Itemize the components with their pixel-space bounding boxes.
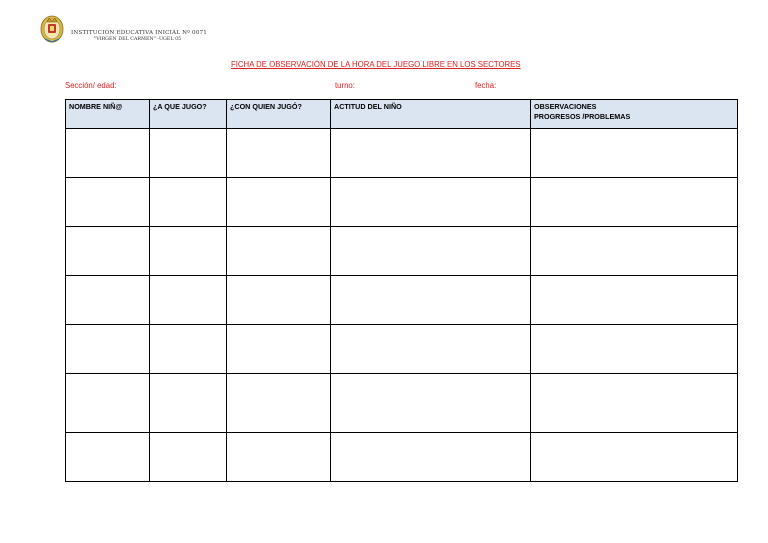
table-cell [331,374,531,433]
table-row [66,374,738,433]
col-header-observaciones-line1: OBSERVACIONES [534,102,597,111]
table-cell [227,178,331,227]
table-row [66,433,738,482]
table-row [66,129,738,178]
table-body [66,129,738,482]
table-cell [227,433,331,482]
table-cell [331,227,531,276]
table-cell [227,276,331,325]
table-cell [150,129,227,178]
table-row [66,325,738,374]
table-cell [331,276,531,325]
col-header-con-quien-jugo: ¿CON QUIEN JUGÓ? [227,100,331,129]
col-header-a-que-jugo: ¿A QUE JUGO? [150,100,227,129]
col-header-nombre: NOMBRE NIÑ@ [66,100,150,129]
table-cell [227,374,331,433]
table-cell [66,374,150,433]
institution-name-line2: "VIRGEN DEL CARMEN" -UGEL 05 [94,37,182,42]
school-crest-icon [40,13,64,43]
observation-table [65,99,738,482]
table-cell [331,325,531,374]
table-cell [531,178,738,227]
table-row [66,227,738,276]
table-cell [150,433,227,482]
table-cell [66,325,150,374]
table-cell [331,178,531,227]
table-row [66,178,738,227]
page-title: FICHA DE OBSERVACIÓN DE LA HORA DEL JUEGO LIBRE EN LOS SECTORES [231,60,521,69]
table-cell [331,129,531,178]
table-header-row [66,100,738,129]
table-cell [227,129,331,178]
col-header-actitud: ACTITUD DEL NIÑO [331,100,531,129]
table-cell [531,227,738,276]
table-cell [66,227,150,276]
seccion-edad-label: Sección/ edad: [65,81,117,90]
fecha-label: fecha: [475,81,497,90]
col-header-observaciones [531,100,738,129]
table-cell [150,325,227,374]
turno-label: turno: [335,81,355,90]
table-cell [331,433,531,482]
institution-name [71,30,207,42]
table-cell [66,433,150,482]
table-cell [66,129,150,178]
table-cell [531,129,738,178]
table-cell [66,178,150,227]
table-cell [150,374,227,433]
table-cell [531,433,738,482]
table-cell [531,276,738,325]
table-cell [150,227,227,276]
table-cell [531,325,738,374]
table-cell [150,178,227,227]
table-cell [227,325,331,374]
table-row [66,276,738,325]
institution-name-line1: INSTITUCIÓN EDUCATIVA INICIAL Nº 0071 [71,30,208,36]
table-cell [150,276,227,325]
table-cell [66,276,150,325]
table-cell [227,227,331,276]
table-cell [531,374,738,433]
col-header-observaciones-line2: PROGRESOS /PROBLEMAS [534,112,631,121]
